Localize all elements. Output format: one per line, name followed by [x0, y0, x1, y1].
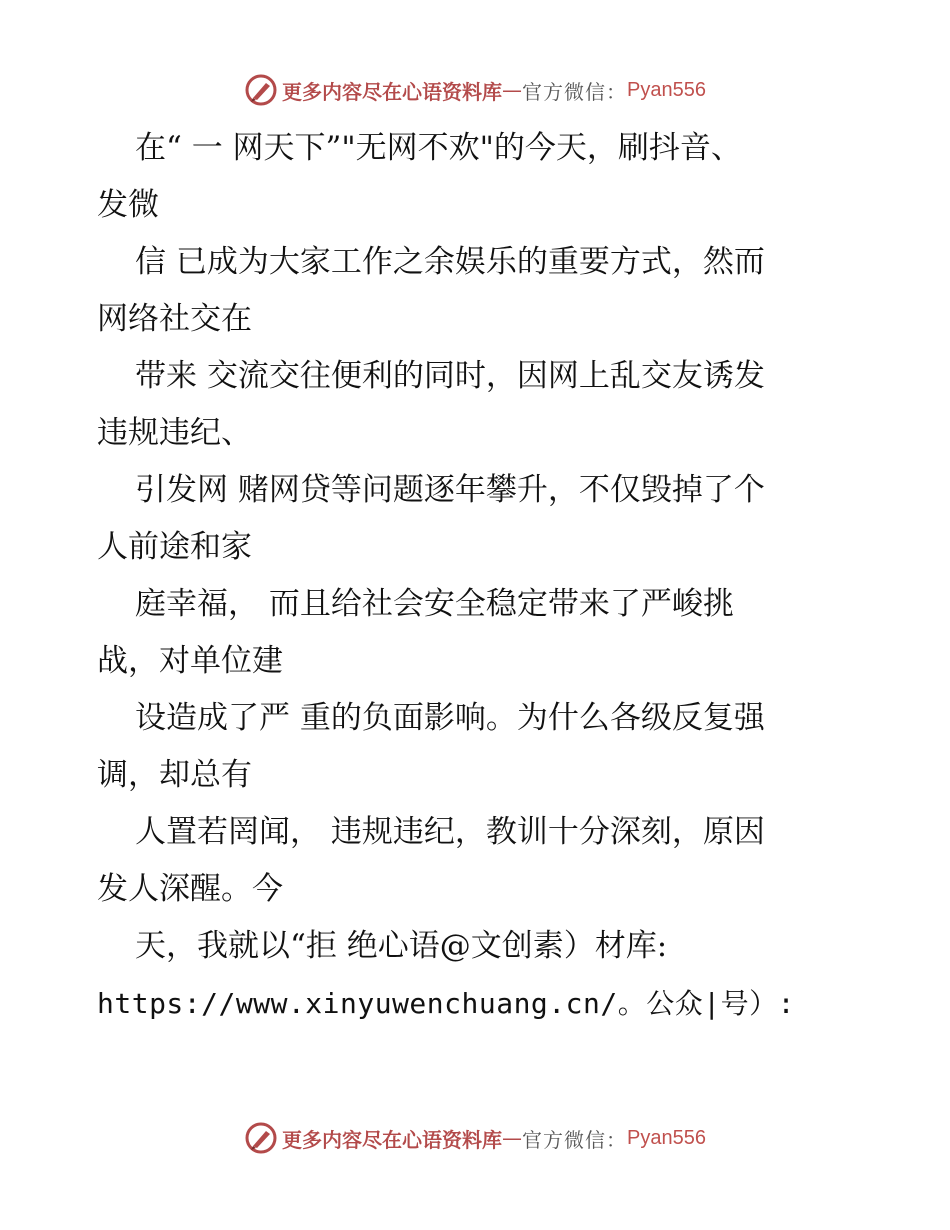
url-line: https://www.xinyuwenchuang.cn/。公众|号）:: [97, 987, 795, 1020]
paragraph-line: 网络社交在: [97, 301, 252, 337]
paragraph-line: 信 已成为大家工作之余娱乐的重要方式，然而: [135, 244, 765, 280]
paragraph-line: 人置若罔闻， 违规违纪，教训十分深刻，原因: [135, 814, 765, 850]
banner-wechat-id: Pyan556: [627, 78, 706, 101]
paragraph-line: 战，对单位建: [97, 643, 283, 679]
paragraph-line: 调，却总有: [97, 757, 252, 793]
paragraph-line: 天，我就以“拒 绝心语@文创素）材库:: [135, 928, 668, 964]
paragraph: [97, 234, 842, 348]
paragraph: [97, 918, 842, 1032]
body-text: [97, 120, 842, 1032]
paragraph: [97, 462, 842, 576]
pen-logo-icon: [244, 73, 278, 107]
banner-official-label: 官方微信：: [522, 1127, 628, 1152]
footer-banner: [0, 1118, 950, 1158]
banner-highlight-text: 更多内容尽在心语资料库: [282, 79, 503, 104]
banner-official-label: 官方微信：: [522, 79, 628, 104]
paragraph-line: 发人深醒。今: [97, 871, 283, 907]
paragraph: [97, 576, 842, 690]
paragraph: [97, 804, 842, 918]
banner-highlight-text: 更多内容尽在心语资料库: [282, 1127, 503, 1152]
paragraph-line: 在“ 一 网天下”"无网不欢"的今天，刷抖音、: [135, 130, 742, 166]
paragraph-line: 带来 交流交往便利的同时，因网上乱交友诱发: [135, 358, 765, 394]
paragraph-line: 违规违纪、: [97, 415, 252, 451]
paragraph-line: 人前途和家: [97, 529, 252, 565]
paragraph: [97, 690, 842, 804]
paragraph-line: 庭幸福， 而且给社会安全稳定带来了严峻挑: [135, 586, 734, 622]
paragraph-line: 设造成了严 重的负面影响。为什么各级反复强: [135, 700, 765, 736]
paragraph: [97, 120, 842, 234]
banner-dash: —: [502, 78, 523, 102]
paragraph: [97, 348, 842, 462]
pen-logo-icon: [244, 1121, 278, 1155]
banner-dash: —: [502, 1126, 523, 1150]
paragraph-line: 发微: [97, 187, 159, 223]
header-banner: [0, 70, 950, 110]
paragraph-line: 引发网 赌网贷等问题逐年攀升，不仅毁掉了个: [135, 472, 765, 508]
banner-wechat-id: Pyan556: [627, 1126, 706, 1149]
